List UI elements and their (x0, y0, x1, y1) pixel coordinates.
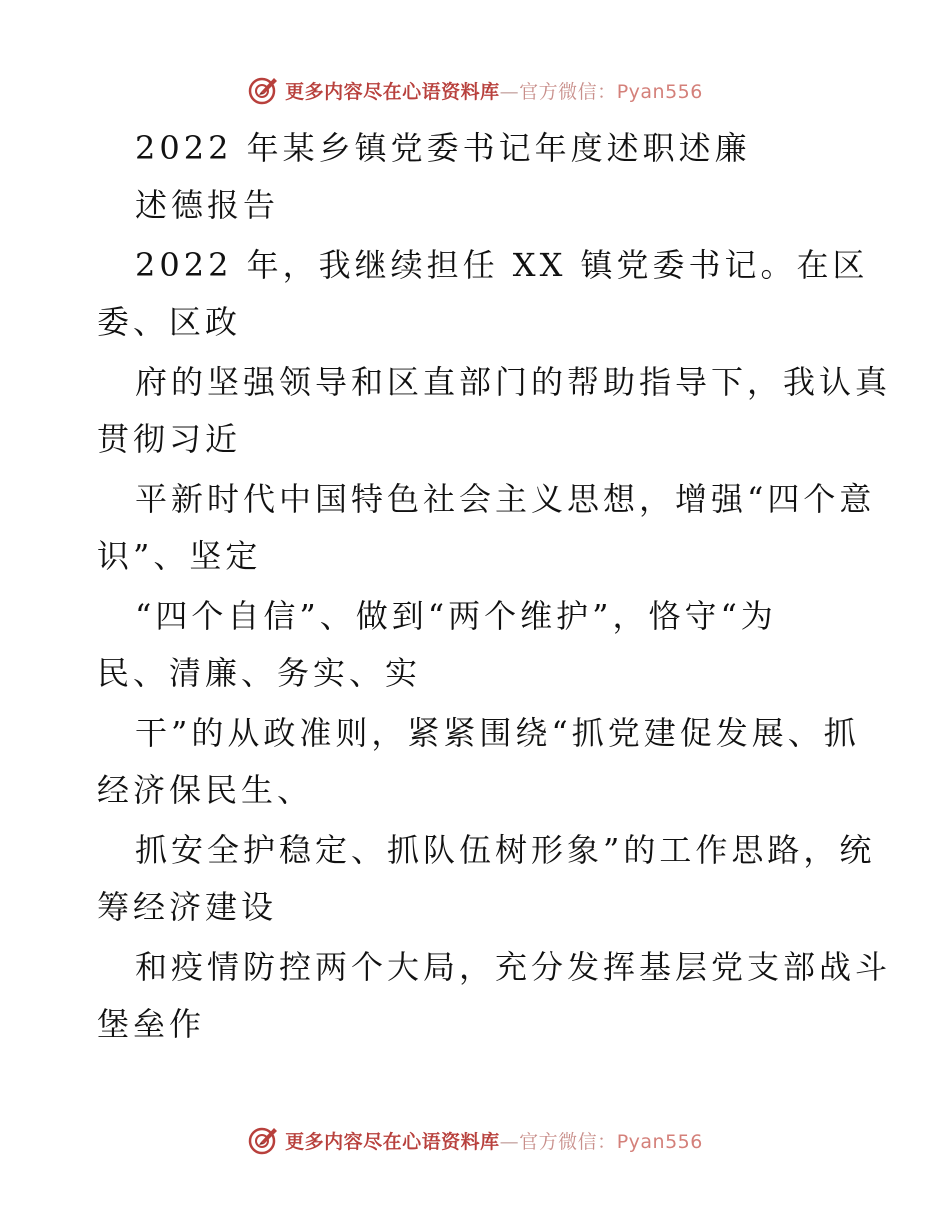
doc-paragraph-line: 干”的从政准则，紧紧围绕“抓党建促发展、抓 (135, 714, 860, 752)
doc-title-line-2: 述德报告 (135, 186, 280, 224)
doc-title-line-1: 2022 年某乡镇党委书记年度述职述廉 (135, 129, 751, 167)
watermark-official-label: 官方微信： (519, 1130, 617, 1153)
doc-paragraph-line: 和疫情防控两个大局，充分发挥基层党支部战斗 (135, 948, 892, 986)
doc-paragraph-line: 堡垒作 (97, 1005, 206, 1043)
watermark-wechat-id: Pyan556 (616, 1130, 703, 1153)
doc-paragraph-line: 识”、坚定 (97, 537, 262, 575)
watermark-wechat-id: Pyan556 (616, 80, 703, 103)
pen-logo-icon (247, 1124, 279, 1156)
doc-paragraph-line: 民、清廉、务实、实 (97, 654, 422, 692)
doc-paragraph-line: 抓安全护稳定、抓队伍树形象”的工作思路，统 (135, 831, 876, 869)
watermark-separator: — (499, 1130, 520, 1153)
doc-paragraph-line: 委、区政 (97, 303, 242, 341)
watermark-text (285, 1127, 703, 1154)
watermark-text (285, 77, 703, 104)
watermark-brand: 更多内容尽在心语资料库 (285, 80, 500, 103)
doc-paragraph-line: 贯彻习近 (97, 420, 242, 458)
watermark-official-label: 官方微信： (519, 80, 617, 103)
pen-logo-icon (247, 74, 279, 106)
doc-paragraph-line: 2022 年，我继续担任 XX 镇党委书记。在区 (135, 246, 869, 284)
footer-watermark (0, 1122, 950, 1158)
doc-paragraph-line: 平新时代中国特色社会主义思想，增强“四个意 (135, 480, 876, 518)
doc-paragraph-line: 府的坚强领导和区直部门的帮助指导下，我认真 (135, 363, 892, 401)
watermark-separator: — (499, 80, 520, 103)
doc-paragraph-line: 筹经济建设 (97, 888, 278, 926)
watermark-brand: 更多内容尽在心语资料库 (285, 1130, 500, 1153)
header-watermark (0, 72, 950, 108)
doc-paragraph-line: “四个自信”、做到“两个维护”，恪守“为 (135, 597, 777, 635)
doc-paragraph-line: 经济保民生、 (97, 771, 314, 809)
